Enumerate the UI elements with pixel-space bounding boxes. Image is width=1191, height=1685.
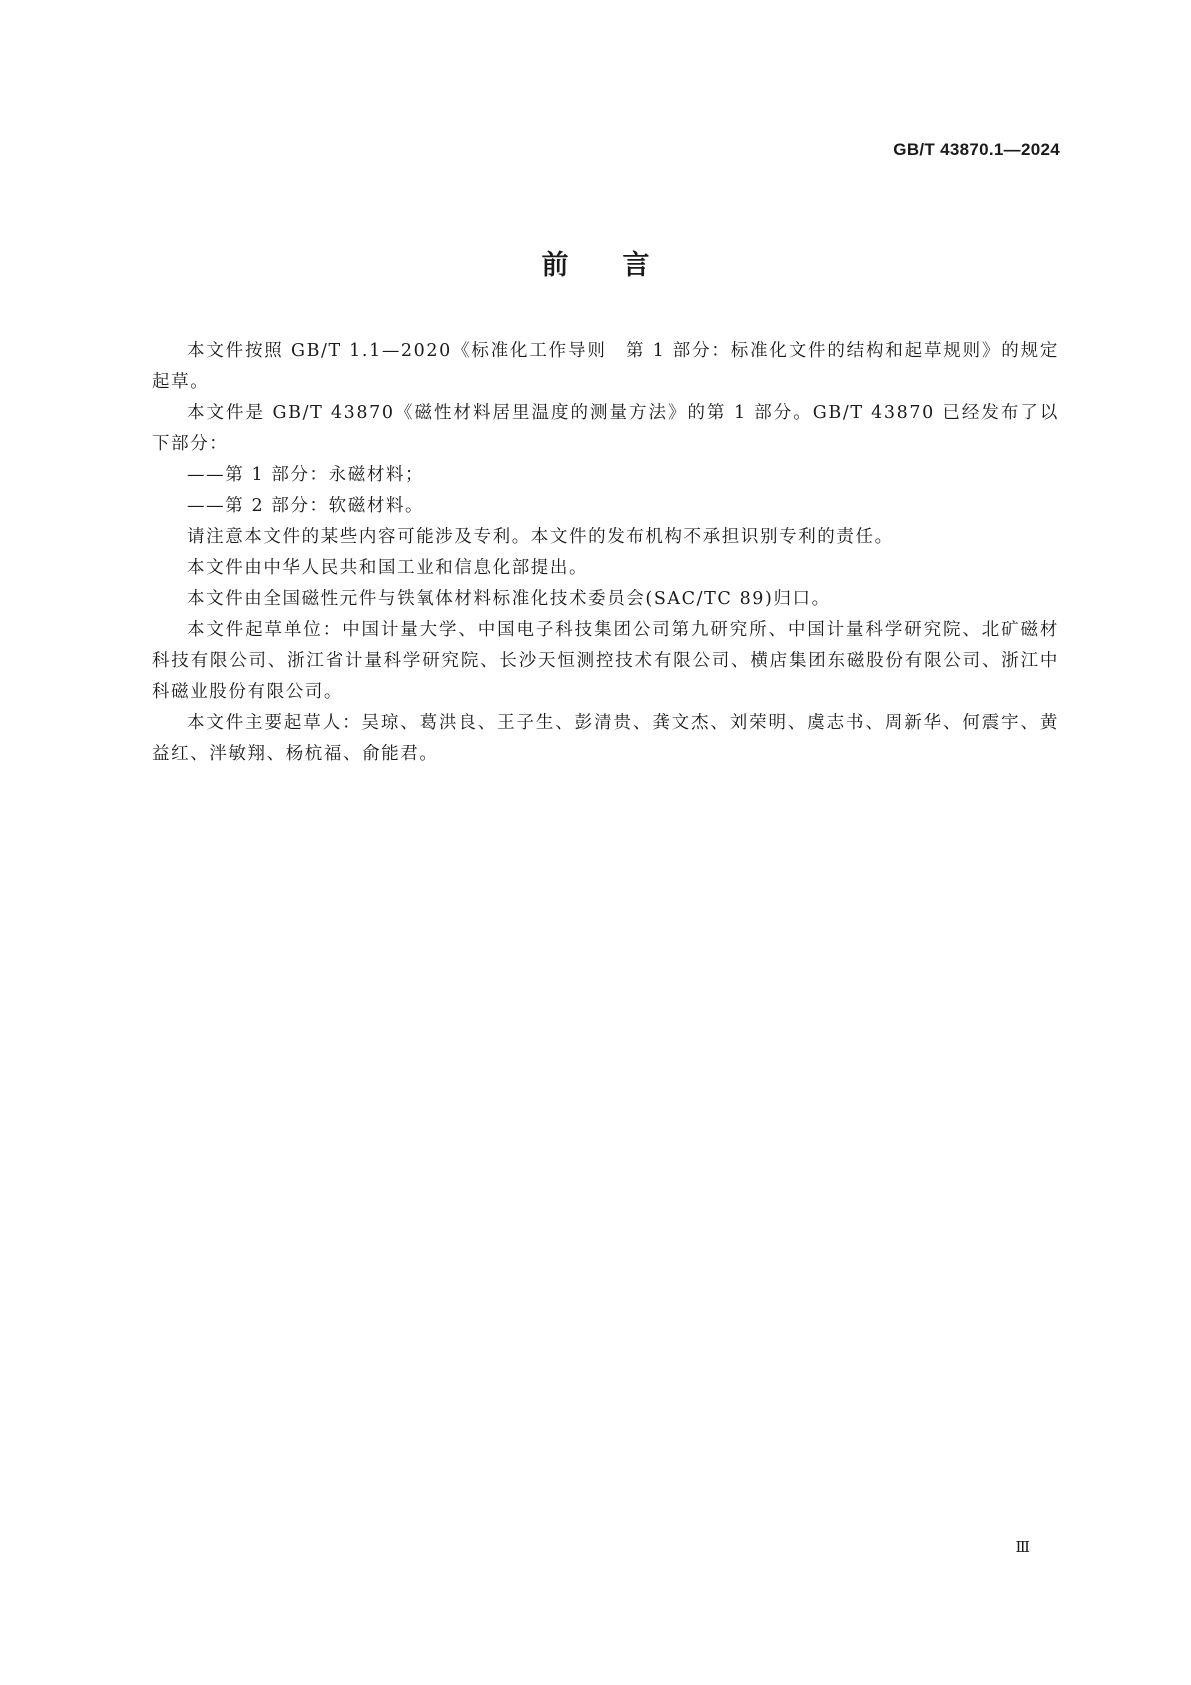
- paragraph-proposer: 本文件由中华人民共和国工业和信息化部提出。: [187, 558, 589, 578]
- paragraph-parts-intro: 本文件是 GB/T 43870《磁性材料居里温度的测量方法》的第 1 部分。GB/T 43870 已经发布了以下部分：: [152, 403, 1059, 454]
- list-item-part-2: ——第 2 部分：软磁材料。: [187, 496, 425, 516]
- paragraph-drafting-rules: 本文件按照 GB/T 1.1—2020《标准化工作导则 第 1 部分：标准化文件的结构和起草规则》的规定起草。: [152, 341, 1059, 392]
- foreword-body: [152, 336, 1059, 770]
- standard-code: GB/T 43870.1—2024: [893, 140, 1060, 159]
- paragraph-drafters: 本文件主要起草人：吴琼、葛洪良、王子生、彭清贵、龚文杰、刘荣明、虞志书、周新华、何震宇、黄益红、泮敏翔、杨杭福、俞能君。: [152, 713, 1059, 764]
- paragraph-patent-notice: 请注意本文件的某些内容可能涉及专利。本文件的发布机构不承担识别专利的责任。: [187, 527, 894, 547]
- paragraph-committee: 本文件由全国磁性元件与铁氧体材料标准化技术委员会(SAC/TC 89)归口。: [187, 589, 831, 609]
- list-item-part-1: ——第 1 部分：永磁材料；: [187, 465, 425, 485]
- paragraph-drafting-units: 本文件起草单位：中国计量大学、中国电子科技集团公司第九研究所、中国计量科学研究院、北矿磁材科技有限公司、浙江省计量科学研究院、长沙天恒测控技术有限公司、横店集团东磁股份有限公司、浙江中科磁业股份有限公司。: [152, 620, 1059, 702]
- page-title: 前言: [541, 250, 704, 281]
- page-number: Ⅲ: [1015, 1538, 1030, 1556]
